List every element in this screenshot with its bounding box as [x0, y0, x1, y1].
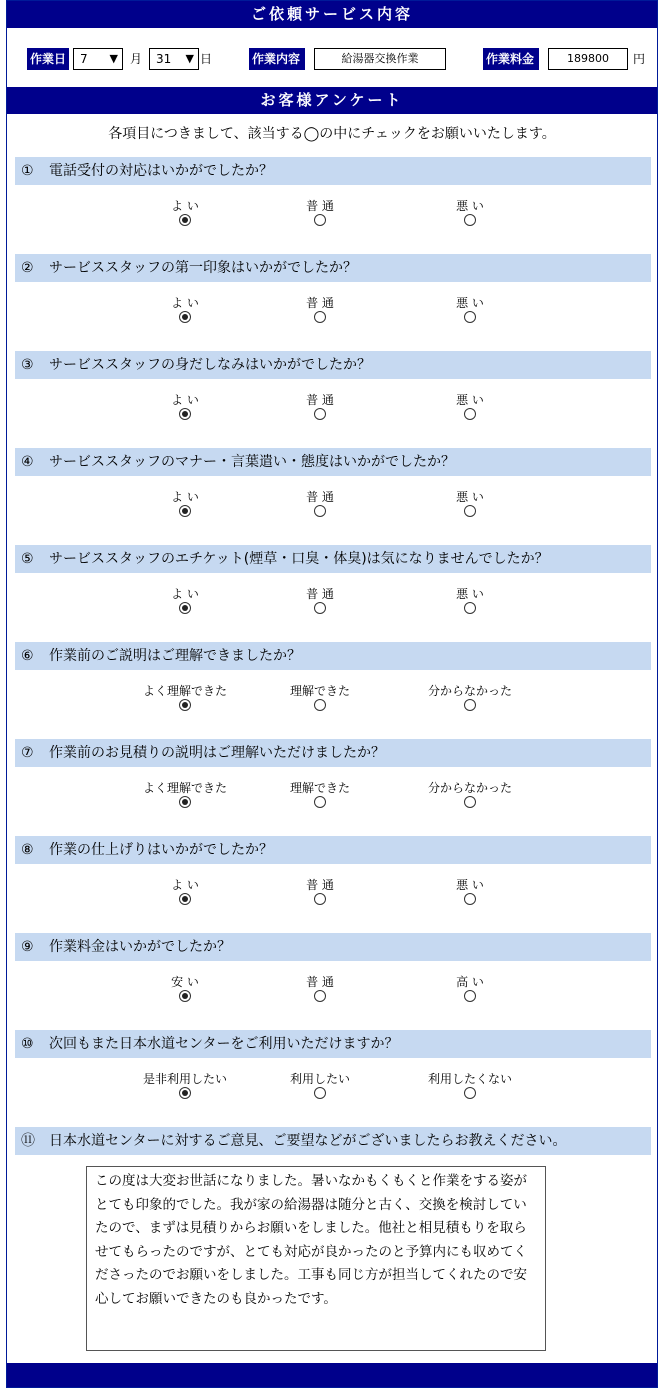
option-label: よく理解できた: [142, 684, 227, 698]
question-text: サービススタッフのマナー・言葉遣い・態度はいかがでしたか？: [49, 454, 455, 470]
question-number: ④: [21, 454, 34, 470]
answer-option[interactable]: [410, 392, 530, 420]
radio-button[interactable]: [464, 796, 476, 808]
option-label: よ い: [171, 296, 199, 310]
radio-button[interactable]: [179, 602, 191, 614]
option-label: 利用したくない: [427, 1072, 512, 1086]
question-bar: [15, 545, 651, 573]
question-5: [7, 545, 657, 642]
question-text: 日本水道センターに対するご意見、ご要望などがございましたらお教えください。: [49, 1133, 567, 1149]
option-label: よ い: [171, 878, 199, 892]
option-label: 安 い: [171, 975, 199, 989]
question-1: [7, 157, 657, 254]
radio-button[interactable]: [464, 699, 476, 711]
work-fee-field[interactable]: 189800: [548, 48, 628, 70]
question-number: ②: [21, 260, 34, 276]
option-label: 普 通: [306, 296, 334, 310]
radio-button[interactable]: [314, 893, 326, 905]
question-text: サービススタッフの身だしなみはいかがでしたか？: [49, 357, 371, 373]
instructions: 各項目につきまして、該当する◯の中にチェックをお願いいたします。: [108, 126, 556, 142]
answer-option[interactable]: [410, 295, 530, 323]
question-number: ⑤: [21, 551, 34, 567]
option-label: 分からなかった: [427, 781, 512, 795]
answer-option[interactable]: [125, 877, 245, 905]
radio-button[interactable]: [314, 990, 326, 1002]
question-bar: [15, 157, 651, 185]
answer-option[interactable]: [260, 877, 380, 905]
chevron-down-icon: ▼: [109, 52, 118, 65]
option-label: 悪 い: [456, 199, 484, 213]
option-label: 普 通: [306, 199, 334, 213]
question-number: ⑪: [21, 1133, 35, 1149]
comment-textarea[interactable]: この度は大変お世話になりました。暑いなかもくもくと作業をする姿がとても印象的でした。我が家の給湯器は随分と古く、交換を検討していたので、まずは見積りからお願いをしました。他社と相見積もりを取らせてもらったのですが、とても対応が良かったのと予算内にも収めてくださったのでお願いをしました。工事も同じ方が担当してくれたので安心してお願いできたのも良かったです。: [86, 1166, 546, 1351]
question-6: [7, 642, 657, 739]
service-details-row: [7, 46, 657, 74]
option-label: 利用したい: [289, 1072, 350, 1086]
option-label: 悪 い: [456, 587, 484, 601]
question-bar: [15, 254, 651, 282]
answer-option[interactable]: [125, 683, 245, 711]
radio-button[interactable]: [314, 699, 326, 711]
question-bar: [15, 933, 651, 961]
radio-button[interactable]: [464, 214, 476, 226]
radio-button[interactable]: [464, 408, 476, 420]
option-label: 理解できた: [289, 684, 350, 698]
answer-option[interactable]: [260, 586, 380, 614]
radio-button[interactable]: [314, 311, 326, 323]
day-value: 31: [156, 52, 172, 66]
answer-option[interactable]: [125, 295, 245, 323]
answer-option[interactable]: [410, 780, 530, 808]
question-bar: [15, 1030, 651, 1058]
question-bar: [15, 642, 651, 670]
question-text: サービススタッフの第一印象はいかがでしたか？: [49, 260, 357, 276]
radio-button[interactable]: [179, 1087, 191, 1099]
radio-button[interactable]: [179, 699, 191, 711]
option-label: よ い: [171, 199, 199, 213]
question-number: ①: [21, 163, 34, 179]
answer-option[interactable]: [260, 295, 380, 323]
question-text: 作業料金はいかがでしたか？: [49, 939, 231, 955]
month-value: 7: [80, 52, 88, 66]
answer-option[interactable]: [125, 198, 245, 226]
question-text: 次回もまた日本水道センターをご利用いただけますか？: [49, 1036, 399, 1052]
radio-button[interactable]: [464, 602, 476, 614]
radio-button[interactable]: [314, 408, 326, 420]
option-label: 普 通: [306, 393, 334, 407]
radio-button[interactable]: [464, 990, 476, 1002]
answer-option[interactable]: [410, 974, 530, 1002]
question-text: 作業の仕上げりはいかがでしたか？: [49, 842, 273, 858]
question-text: 作業前のご説明はご理解できましたか？: [49, 648, 301, 664]
chevron-down-icon: ▼: [185, 52, 194, 65]
answer-option[interactable]: [410, 586, 530, 614]
option-label: よ い: [171, 490, 199, 504]
answer-option[interactable]: [260, 780, 380, 808]
option-label: 是非利用したい: [142, 1072, 227, 1086]
answer-option[interactable]: [125, 974, 245, 1002]
answer-option[interactable]: [260, 392, 380, 420]
question-number: ⑥: [21, 648, 34, 664]
answer-option[interactable]: [410, 683, 530, 711]
radio-button[interactable]: [179, 311, 191, 323]
fee-unit: 円: [633, 52, 646, 66]
question-bar: [15, 448, 651, 476]
question-8: [7, 836, 657, 933]
question-number: ③: [21, 357, 34, 373]
option-label: 悪 い: [456, 878, 484, 892]
radio-button[interactable]: [314, 214, 326, 226]
answer-option[interactable]: [260, 1071, 380, 1099]
option-label: 高 い: [456, 975, 484, 989]
radio-button[interactable]: [314, 505, 326, 517]
answer-option[interactable]: [410, 1071, 530, 1099]
question-number: ⑨: [21, 939, 34, 955]
question-bar: [15, 836, 651, 864]
radio-button[interactable]: [179, 408, 191, 420]
radio-button[interactable]: [179, 214, 191, 226]
question-3: [7, 351, 657, 448]
work-fee-label: 作業料金: [483, 48, 539, 70]
option-label: 悪 い: [456, 296, 484, 310]
month-unit: 月: [130, 52, 143, 66]
answer-option[interactable]: [260, 489, 380, 517]
work-content-field[interactable]: 給湯器交換作業: [314, 48, 446, 70]
radio-button[interactable]: [314, 1087, 326, 1099]
question-10: [7, 1030, 657, 1127]
answer-option[interactable]: [410, 198, 530, 226]
footer-bar: [7, 1363, 657, 1388]
answer-option[interactable]: [125, 586, 245, 614]
option-label: 普 通: [306, 975, 334, 989]
radio-button[interactable]: [464, 311, 476, 323]
survey-form: [6, 0, 658, 1388]
radio-button[interactable]: [314, 796, 326, 808]
service-header: ご依頼サービス内容: [7, 1, 657, 28]
question-9: [7, 933, 657, 1030]
question-bar: [15, 351, 651, 379]
option-label: 悪 い: [456, 393, 484, 407]
answer-option[interactable]: [260, 974, 380, 1002]
answer-option[interactable]: [260, 683, 380, 711]
question-2: [7, 254, 657, 351]
question-number: ⑩: [21, 1036, 34, 1052]
question-bar: [15, 739, 651, 767]
question-number: ⑦: [21, 745, 34, 761]
question-7: [7, 739, 657, 836]
work-content-label: 作業内容: [249, 48, 305, 70]
radio-button[interactable]: [179, 796, 191, 808]
option-label: 普 通: [306, 490, 334, 504]
radio-button[interactable]: [314, 602, 326, 614]
answer-option[interactable]: [125, 1071, 245, 1099]
survey-header: お客様アンケート: [7, 87, 657, 114]
month-select[interactable]: [73, 48, 123, 70]
radio-button[interactable]: [464, 893, 476, 905]
answer-option[interactable]: [260, 198, 380, 226]
question-number: ⑧: [21, 842, 34, 858]
radio-button[interactable]: [179, 505, 191, 517]
radio-button[interactable]: [179, 893, 191, 905]
option-label: よく理解できた: [142, 781, 227, 795]
answer-option[interactable]: [410, 877, 530, 905]
option-label: 分からなかった: [427, 684, 512, 698]
option-label: 理解できた: [289, 781, 350, 795]
question-text: 作業前のお見積りの説明はご理解いただけましたか？: [49, 745, 385, 761]
option-label: 普 通: [306, 878, 334, 892]
work-date-label: 作業日: [27, 48, 69, 70]
day-select[interactable]: [149, 48, 199, 70]
answer-option[interactable]: [125, 392, 245, 420]
question-text: サービススタッフのエチケット(煙草・口臭・体臭)は気になりませんでしたか？: [49, 551, 549, 567]
question-bar: [15, 1127, 651, 1155]
option-label: よ い: [171, 587, 199, 601]
option-label: 普 通: [306, 587, 334, 601]
radio-button[interactable]: [179, 990, 191, 1002]
option-label: よ い: [171, 393, 199, 407]
radio-button[interactable]: [464, 505, 476, 517]
answer-option[interactable]: [125, 489, 245, 517]
answer-option[interactable]: [125, 780, 245, 808]
question-4: [7, 448, 657, 545]
day-unit: 日: [200, 52, 213, 66]
question-text: 電話受付の対応はいかがでしたか？: [49, 163, 273, 179]
answer-option[interactable]: [410, 489, 530, 517]
option-label: 悪 い: [456, 490, 484, 504]
radio-button[interactable]: [464, 1087, 476, 1099]
